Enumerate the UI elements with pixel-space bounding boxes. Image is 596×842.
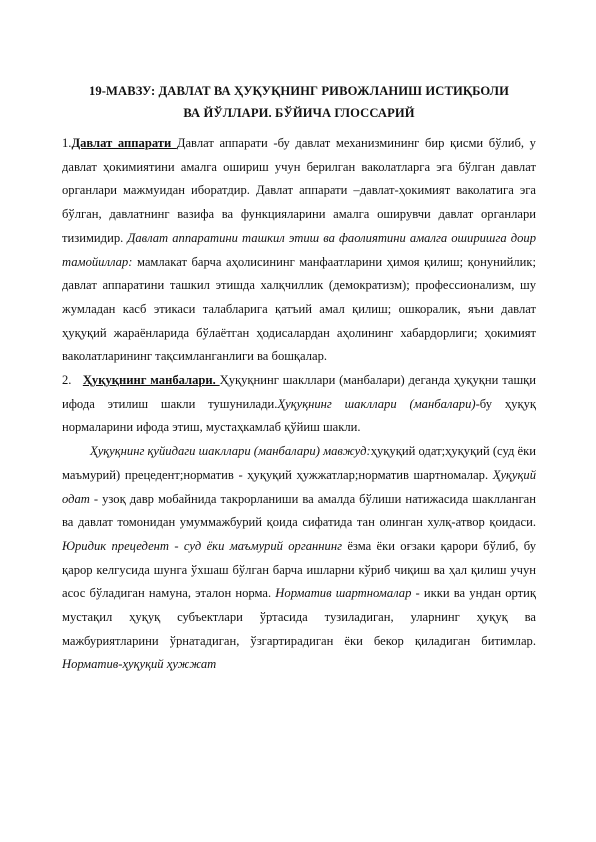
entry-text: Давлат аппарати -бу давлат механизмининг бир қисми бўлиб, у давлат ҳокимиятини амалга ошириш учун берилган ваколатларга эга бўлган давлат органлари мажмуидан иборатдир. Давлат аппарати –давлат-ҳокимият ваколатига эга бўлган, давлатнинг вазифа ва функцияларини амалга оширувчи давлат органлари тизимидир. [62,136,536,245]
page-title [62,80,536,124]
entry-text-tail: мамлакат барча аҳолисининг манфаатларини ҳимоя қилиш; қонунийлик; давлат аппаратини ташкил этишда халқчиллик (демократизм); профессионализм, шу жумладан касб этикаси талабларига қатъий амал қилиш; ошкоралик, яъни давлат ҳуқуқий жараёнларида бўлаётган ҳодисалардан аҳолининг хабардорлиги; ҳокимият ваколатларининг тақсимланганлиги ва бошқалар. [62,254,536,364]
entry-italic-text: Норматив-ҳуқуқий ҳужжат [62,657,217,672]
glossary-term: Ҳуқуқнинг манбалари. [82,373,220,388]
entry-italic-text: Юридик прецедент - суд ёки маъмурий органнинг [62,538,343,553]
entry-italic-text: Ҳуқуқнинг шакллари (манбалари) [277,396,476,411]
entry-italic-text: Норматив шартномалар - [275,586,420,601]
entry-text: икки ва ундан ортиқ мустақил ҳуқуқ субъектлари ўртасида тузиладиган, уларнинг ҳуқуқ ва мажбуриятларини ўрнатадиган, ўзгартирадиган ёки бекор қиладиган битимлар. [62,586,537,648]
glossary-term: Давлат аппарати [71,136,177,150]
title-line-2: ВА ЙЎЛЛАРИ. БЎЙИЧА ГЛОССАРИЙ [183,106,415,120]
document-page [62,80,536,677]
entry-number: 1. [62,136,72,150]
glossary-entry-2 [62,369,536,440]
entry-italic-text: Ҳуқуқий одат [62,467,536,506]
entry-text-tail: -бу ҳуқуқ нормаларини ифода этиш, мустаҳкамлаб қўйиш шакли. [62,396,536,435]
title-line-1: 19-МАВЗУ: ДАВЛАТ ВА ҲУҚУҚНИНГ РИВОЖЛАНИШ ИСТИҚБОЛИ [88,84,510,98]
entry-text: Ҳуқуқнинг шакллари (манбалари) деганда ҳуқуқни ташқи ифода этилиш шакли тушунилади. [62,373,536,411]
entry-italic-text: Ҳуқуқнинг қуйидаги шакллари (манбалари) мавжуд: [90,444,371,459]
glossary-entry-1 [62,132,536,369]
entry-number: 2. [62,373,72,388]
entry-text: ҳуқуқий одат;ҳуқуқий (суд ёки маъмурий) прецедент;норматив - ҳуқуқий ҳужжатлар;норматив шартномалар. [62,444,536,482]
entry-text: - узоқ давр мобайнида такрорланиши ва амалда бўлиши натижасида шаклланган ва давлат томонидан умуммажбурий қоида сифатида тан олинган хулқ-атвор қоидаси. [62,491,536,530]
entry-italic-text: Давлат аппаратини ташкил этиш ва фаолиятини амалга оширишга доир тамойиллар: [62,230,536,269]
entry-text: ёзма ёки оғзаки қарори бўлиб, бу қарор келгусида шунга ўхшаш бўлган барча ишларни кўриб чиқиш ва ҳал қилиш учун асос бўладиган намуна, эталон норма. [62,538,537,601]
glossary-entry-2-continued [62,440,536,677]
